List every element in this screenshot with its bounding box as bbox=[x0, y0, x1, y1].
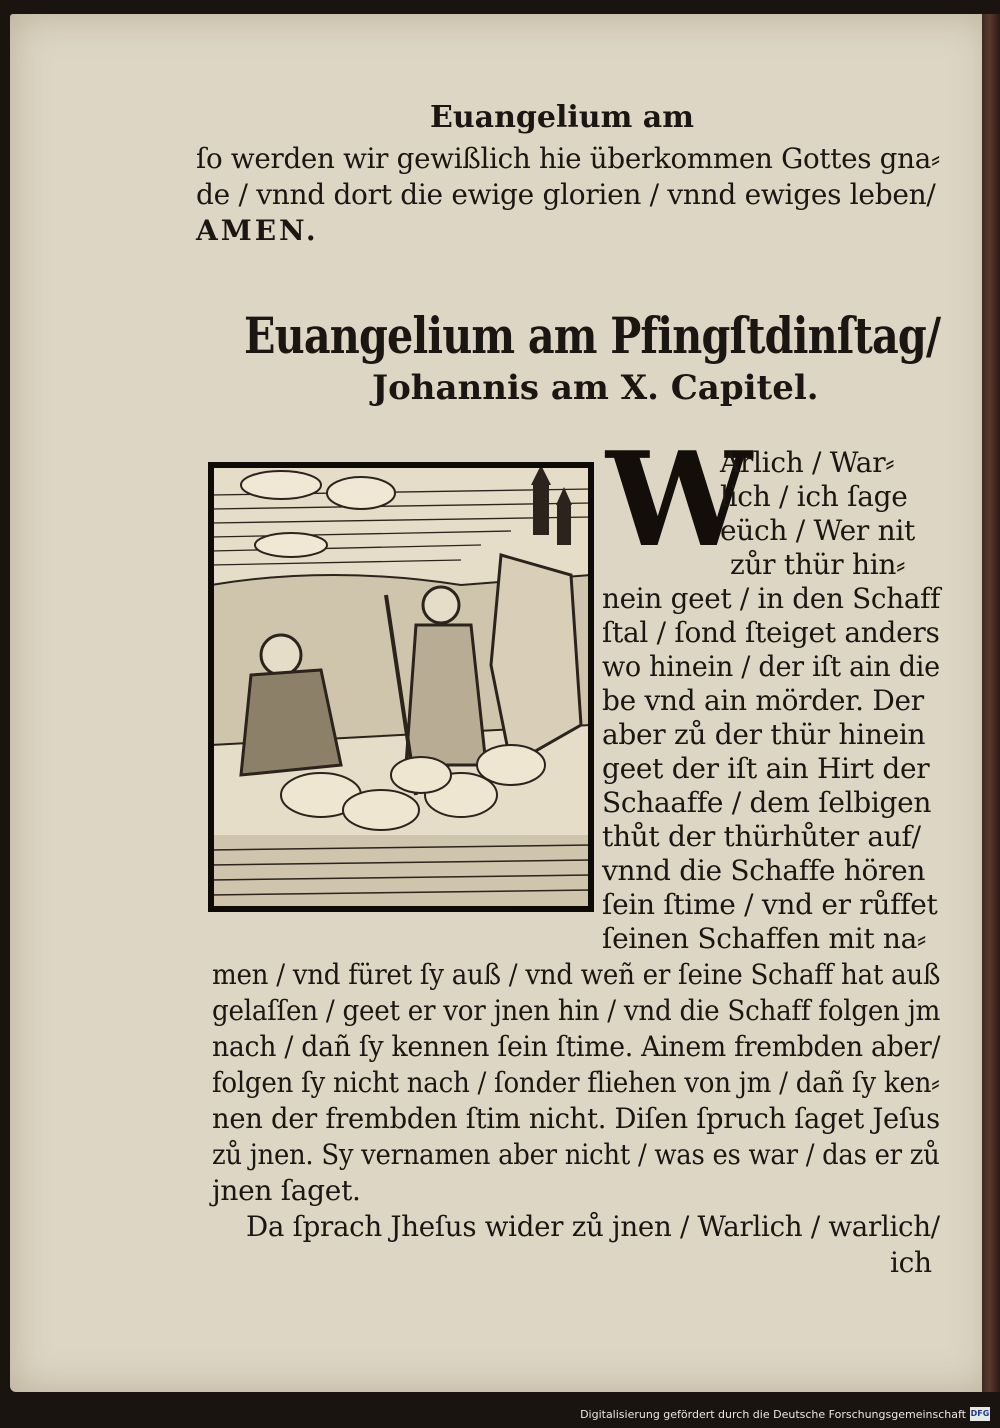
narrow-line-11: Schaaffe / dem ſelbigen bbox=[602, 786, 932, 819]
full-line-4: folgen ſy nicht nach / ſonder fliehen von jm / dañ ſy ken⸗ bbox=[212, 1066, 940, 1099]
narrow-line-13: vnnd die Schaffe hören bbox=[602, 854, 926, 887]
full-line-2: gelaſſen / geet er vor jnen hin / vnd die Schaff folgen jm bbox=[212, 994, 941, 1027]
narrow-line-7: wo hinein / der iſt ain die bbox=[602, 650, 940, 683]
narrow-line-3: eüch / Wer nit bbox=[720, 514, 915, 547]
top-line-1: ſo werden wir gewißlich hie überkommen Gottes gna⸗ bbox=[196, 142, 940, 175]
narrow-line-9: aber zů der thür hinein bbox=[602, 718, 926, 751]
drop-cap: W bbox=[606, 423, 752, 576]
top-line-amen: AMEN. bbox=[196, 214, 319, 247]
catchword: ich bbox=[890, 1246, 932, 1279]
narrow-line-2: lich / ich ſage bbox=[720, 480, 908, 513]
full-line-3: nach / dañ ſy kennen ſein ſtime. Ainem frembden aber/ bbox=[212, 1030, 941, 1063]
narrow-line-6: ſtal / ſond ſteiget anders bbox=[602, 616, 940, 649]
narrow-line-10: geet der iſt ain Hirt der bbox=[602, 752, 930, 785]
full-line-5: nen der frembden ſtim nicht. Diſen ſpruch ſaget Jeſus bbox=[212, 1102, 940, 1135]
section-subtitle: Johannis am X. Capitel. bbox=[372, 368, 819, 408]
top-line-2: de / vnnd dort die ewige glorien / vnnd ewiges leben/ bbox=[196, 178, 936, 211]
digitization-credit: Digitalisierung gefördert durch die Deutsche Forschungsgemeinschaft bbox=[580, 1408, 966, 1421]
full-line-7: jnen ſaget. bbox=[212, 1174, 361, 1207]
narrow-line-12: thůt der thürhůter auf/ bbox=[602, 820, 921, 853]
full-line-6: zů jnen. Sy vernamen aber nicht / was es war / das er zů bbox=[212, 1138, 940, 1171]
woodcut-image bbox=[211, 465, 591, 909]
narrow-line-1: Arlich / War⸗ bbox=[720, 446, 895, 479]
dfg-logo: DFG bbox=[970, 1407, 990, 1421]
woodcut-illustration bbox=[208, 462, 594, 912]
narrow-line-15: ſeinen Schaffen mit na⸗ bbox=[602, 922, 927, 955]
full-line-8: Da ſprach Jheſus wider zů jnen / Warlich / warlich/ bbox=[246, 1210, 940, 1243]
full-line-1: men / vnd füret ſy auß / vnd weñ er ſeine Schaff hat auß bbox=[212, 958, 941, 991]
narrow-line-5: nein geet / in den Schaff bbox=[602, 582, 941, 615]
book-edge bbox=[982, 14, 1000, 1392]
narrow-line-8: be vnd ain mörder. Der bbox=[602, 684, 924, 717]
section-title: Euangelium am Pfingſtdinſtag/ bbox=[244, 306, 941, 365]
narrow-line-14: ſein ſtime / vnd er růffet bbox=[602, 888, 938, 921]
narrow-line-4: zůr thür hin⸗ bbox=[730, 548, 906, 581]
running-header: Euangelium am bbox=[430, 100, 694, 135]
